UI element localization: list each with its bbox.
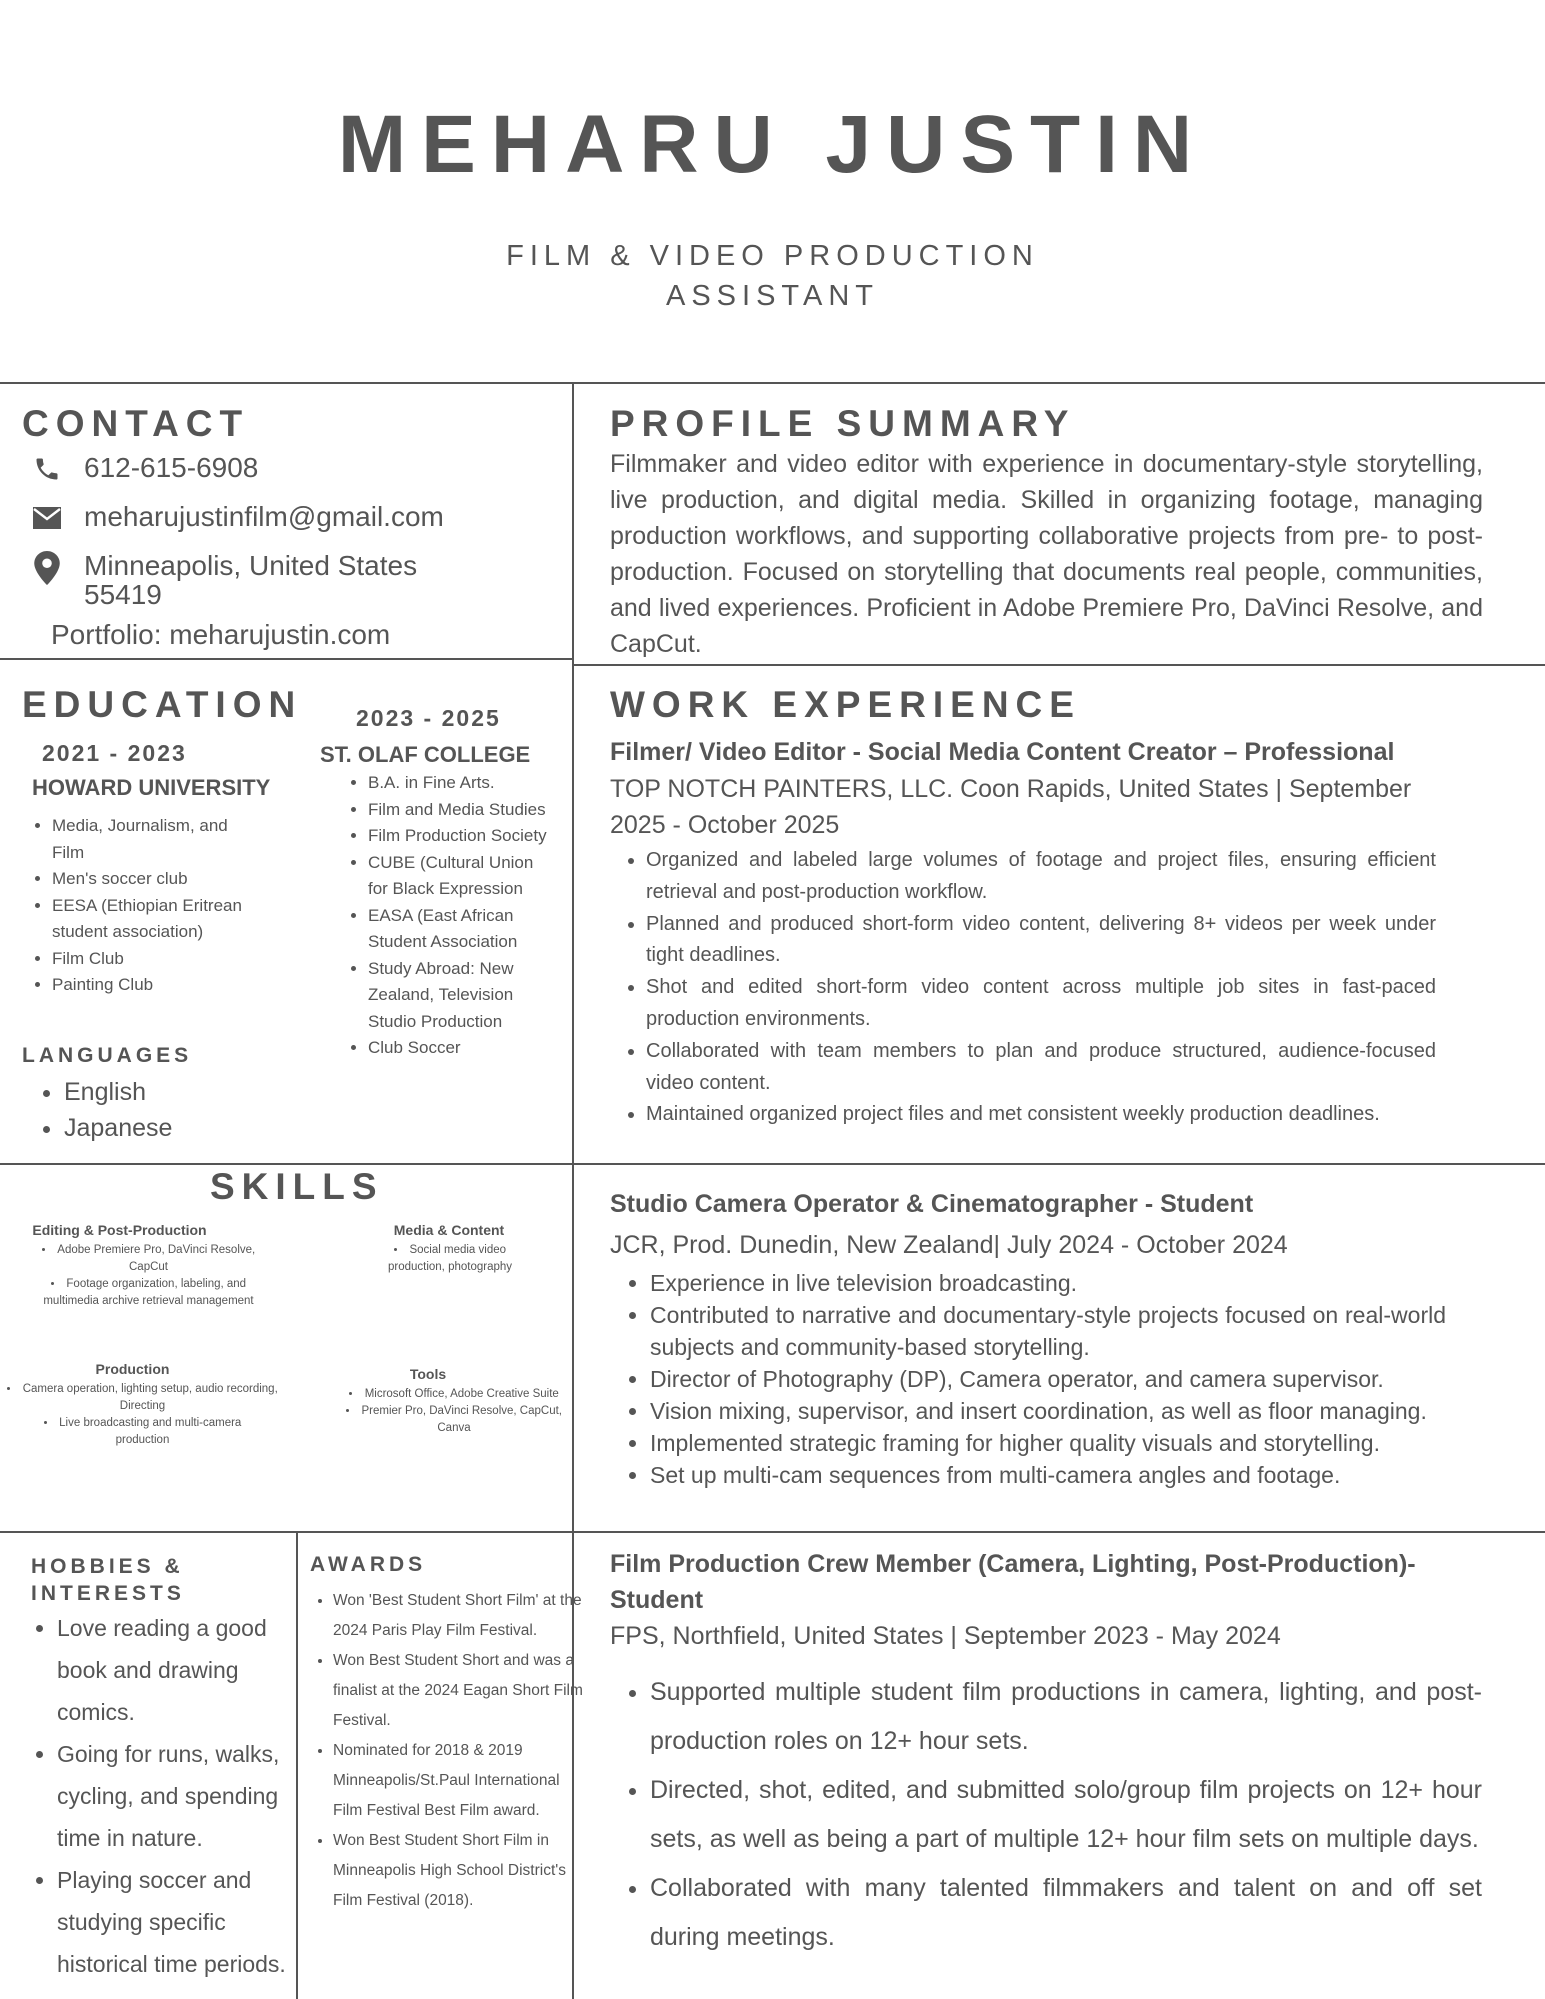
list-item: • Study Abroad: New Zealand, Television Studio Production (368, 956, 548, 1036)
skill-group-title: Editing & Post-Production (32, 1222, 207, 1238)
list-item: • Planned and produced short-form video content, delivering 8+ videos per week under tight deadlines. (646, 909, 1436, 973)
location-zip: 55419 (84, 579, 162, 610)
job-jcr (610, 1190, 1510, 1491)
list-item: • Adobe Premiere Pro, DaVinci Resolve, CapCut (22, 1242, 275, 1276)
list-item: • Collaborated with many talented filmmakers and talent on and off set during meetings. (650, 1864, 1482, 1962)
list-item: • Vision mixing, supervisor, and insert coordination, as well as floor managing. (650, 1395, 1446, 1427)
hobbies-heading (31, 1553, 185, 1607)
hobbies-list (31, 1607, 291, 1985)
email-icon (30, 501, 64, 535)
stolaf-name: ST. OLAF COLLEGE (320, 742, 531, 767)
awards-list (311, 1586, 583, 1916)
job-meta: TOP NOTCH PAINTERS, LLC. Coon Rapids, United States | September 2025 - October 2025 (610, 775, 1412, 839)
list-item: • Media, Journalism, and Film (52, 813, 260, 866)
list-item: • Shot and edited short-form video content across multiple job sites in fast-paced production environments. (646, 972, 1436, 1036)
profile-heading: PROFILE SUMMARY (610, 403, 1076, 444)
languages-list (20, 1074, 172, 1146)
list-item: • Won Best Student Short and was a finalist at the 2024 Eagan Short Film Festival. (333, 1646, 583, 1736)
awards-heading: AWARDS (310, 1553, 427, 1576)
phone-icon (30, 452, 64, 486)
skill-group-title: Production (95, 1361, 170, 1377)
hobbies-heading-line-2: INTERESTS (31, 1582, 185, 1605)
list-item: • Premier Pro, DaVinci Resolve, CapCut, Canva (334, 1403, 574, 1437)
job-title-line-1: FILM & VIDEO PRODUCTION (506, 240, 1039, 272)
work-heading: WORK EXPERIENCE (610, 684, 1081, 725)
skill-group-title: Tools (409, 1366, 447, 1382)
list-item: • Love reading a good book and drawing comics. (57, 1607, 291, 1733)
list-item: • English (64, 1074, 172, 1110)
list-item: • Japanese (64, 1110, 172, 1146)
contact-location (30, 551, 417, 609)
list-item: • Film Production Society (368, 823, 548, 850)
list-item: • Experience in live television broadcasting. (650, 1267, 1446, 1299)
location-pin-icon (30, 551, 64, 585)
list-item: • Maintained organized project files and met consistent weekly production deadlines. (646, 1099, 1436, 1131)
list-item: • Going for runs, walks, cycling, and spending time in nature. (57, 1733, 291, 1859)
portfolio-link[interactable]: Portfolio: meharujustin.com (51, 619, 391, 650)
job-title: Filmer/ Video Editor - Social Media Content Creator – Professional (610, 738, 1395, 766)
list-item: • Live broadcasting and multi-camera production (6, 1415, 279, 1449)
list-item: • Microsoft Office, Adobe Creative Suite (334, 1386, 574, 1403)
job-title (0, 236, 1545, 316)
skills-heading: SKILLS (210, 1166, 384, 1207)
school-stolaf (320, 705, 570, 1062)
divider-education-skills (0, 1163, 1545, 1165)
school-howard (24, 740, 294, 999)
skill-group-tools (312, 1366, 574, 1437)
list-item: • Painting Club (52, 972, 260, 999)
job-topnotch (610, 738, 1510, 1131)
list-item: • Contributed to narrative and documentary-style projects focused on real-world subjects and community-based storytelling. (650, 1299, 1446, 1363)
howard-name: HOWARD UNIVERSITY (32, 775, 271, 800)
divider-top (0, 382, 1545, 384)
contact-phone (30, 452, 258, 486)
list-item: • Social media video production, photography (368, 1242, 532, 1276)
list-item: • CUBE (Cultural Union for Black Expression (368, 850, 548, 903)
contact-email (30, 501, 444, 535)
list-item: • B.A. in Fine Arts. (368, 770, 548, 797)
job-fps (610, 1546, 1490, 1962)
list-item: • Men's soccer club (52, 866, 260, 893)
list-item: • Club Soccer (368, 1035, 548, 1062)
list-item: • Film and Media Studies (368, 797, 548, 824)
list-item: • Set up multi-cam sequences from multi-camera angles and footage. (650, 1459, 1446, 1491)
howard-years: 2021 - 2023 (42, 740, 187, 766)
list-item: • Playing soccer and studying specific historical time periods. (57, 1859, 291, 1985)
list-item: • Film Club (52, 946, 260, 973)
list-item: • Nominated for 2018 & 2019 Minneapolis/St.Paul International Film Festival Best Film award. (333, 1736, 583, 1826)
list-item: • Footage organization, labeling, and multimedia archive retrieval management (22, 1276, 275, 1310)
location-city: Minneapolis, United States (84, 550, 418, 581)
list-item: • Won 'Best Student Short Film' at the 2024 Paris Play Film Festival. (333, 1586, 583, 1646)
list-item: • EESA (Ethiopian Eritrean student association) (52, 893, 260, 946)
divider-contact-education (0, 658, 573, 660)
divider-hobbies-awards (296, 1531, 298, 1999)
job-meta: FPS, Northfield, United States | September 2023 - May 2024 (610, 1622, 1281, 1650)
list-item: • Collaborated with team members to plan and produce structured, audience-focused video content. (646, 1036, 1436, 1100)
list-item: • Implemented strategic framing for higher quality visuals and storytelling. (650, 1427, 1446, 1459)
job-meta: JCR, Prod. Dunedin, New Zealand| July 2024 - October 2024 (610, 1231, 1288, 1259)
list-item: • Camera operation, lighting setup, audio recording, Directing (6, 1381, 279, 1415)
list-item: • Won Best Student Short Film in Minneapolis High School District's Film Festival (2018). (333, 1826, 583, 1916)
list-item: • EASA (East African Student Association (368, 903, 548, 956)
contact-heading: CONTACT (22, 403, 250, 444)
divider-skills-hobbies (0, 1531, 1545, 1533)
phone-number: 612-615-6908 (84, 452, 259, 483)
skill-group-title: Media & Content (393, 1222, 505, 1238)
list-item: • Director of Photography (DP), Camera operator, and camera supervisor. (650, 1363, 1446, 1395)
job-title: Film Production Crew Member (Camera, Lighting, Post-Production)-Student (610, 1550, 1416, 1614)
list-item: • Supported multiple student film productions in camera, lighting, and post-production roles on 12+ hour sets. (650, 1668, 1482, 1766)
languages-heading: LANGUAGES (22, 1044, 193, 1067)
skill-group-media (350, 1222, 550, 1276)
stolaf-years: 2023 - 2025 (356, 705, 501, 731)
education-heading: EDUCATION (22, 684, 303, 725)
list-item: • Organized and labeled large volumes of footage and project files, ensuring efficient retrieval and post-production workflow. (646, 845, 1436, 909)
job-title-line-2: ASSISTANT (666, 280, 879, 312)
list-item: • Directed, shot, edited, and submitted solo/group film projects on 12+ hour sets, as well as being a part of multiple 12+ hour film sets on multiple days. (650, 1766, 1482, 1864)
skill-group-production (0, 1361, 285, 1449)
profile-summary: Filmmaker and video editor with experience in documentary-style storytelling, live production, and digital media. Skilled in organizing footage, managing production workflows, and supporting collaborative projects from pre- to post-production. Focused on storytelling that documents real people, communities, and lived experiences. Proficient in Adobe Premiere Pro, DaVinci Resolve, and CapCut. (610, 450, 1483, 658)
candidate-name: MEHARU JUSTIN (337, 99, 1208, 190)
skill-group-editing (0, 1222, 275, 1310)
hobbies-heading-line-1: HOBBIES & (31, 1555, 184, 1578)
job-title: Studio Camera Operator & Cinematographer - Student (610, 1190, 1254, 1218)
divider-profile-work (573, 664, 1545, 666)
email-address: meharujustinfilm@gmail.com (84, 501, 444, 532)
